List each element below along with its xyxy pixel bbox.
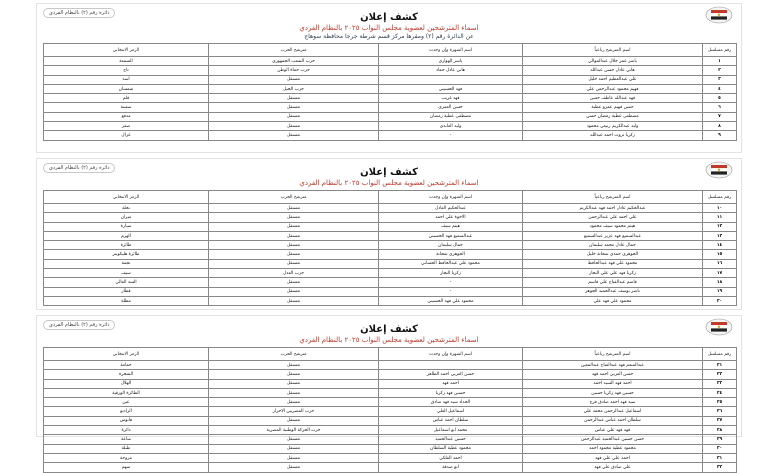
notice-sheet-1	[36, 3, 742, 153]
column-header: اسم المترشح رباعياً	[523, 191, 703, 204]
serial-number-cell: ٦	[703, 103, 737, 112]
candidate-name-cell: عبدالمنعم فهد عبدالفتاح عبدالمعين	[523, 361, 703, 370]
candidate-name-cell: ياسر عمر جلال عبدالموالي	[523, 57, 703, 66]
symbol-cell: سيارة	[44, 222, 209, 231]
notice-sheet-3	[36, 315, 742, 470]
party-cell: حزب الحركة الوطنية المصرية	[209, 426, 379, 435]
nickname-cell: هاني عادل حماد	[379, 66, 523, 75]
candidate-name-cell: فهد فهد علي عباس	[523, 426, 703, 435]
table-row	[44, 435, 737, 444]
party-cell: مستقل	[209, 361, 379, 370]
serial-number-cell: ٢٧	[703, 416, 737, 425]
column-header: الرمز الانتخابي	[44, 348, 209, 361]
notice-subtitle: اسماء المترشحين لعضوية مجلس النواب ٢٠٢٥ بالنظام الفردي	[299, 179, 479, 187]
serial-number-cell: ٢٤	[703, 388, 737, 397]
serial-number-cell: ٢٨	[703, 426, 737, 435]
district-stamp: دائرة رقم (٢) بالنظام الفردي	[43, 8, 115, 18]
nickname-cell: مصطفى عطية رمضان	[379, 112, 523, 121]
symbol-cell: مظلة	[44, 296, 209, 305]
serial-number-cell: ٣١	[703, 453, 737, 462]
nickname-cell	[379, 361, 523, 370]
symbol-cell: سيف	[44, 269, 209, 278]
sheet-header-row	[37, 4, 741, 18]
nickname-cell: حسن العمري	[379, 103, 523, 112]
table-row	[44, 398, 737, 407]
candidates-table	[43, 43, 737, 141]
district-stamp: دائرة رقم (٢) بالنظام الفردي	[43, 163, 115, 173]
table-row	[44, 463, 737, 472]
symbol-cell: ميزان	[44, 213, 209, 222]
candidate-name-cell: عبدالحكيم عادل احمد فهد عبدالكريم	[523, 204, 703, 213]
candidate-name-cell: محمود عطية محمود احمد	[523, 444, 703, 453]
party-cell: مستقل	[209, 122, 379, 131]
table-body	[44, 361, 737, 473]
table-row	[44, 269, 737, 278]
nickname-cell: -	[379, 131, 523, 140]
symbol-cell: طائرة هليكوبتر	[44, 250, 209, 259]
serial-number-cell: ٢٥	[703, 398, 737, 407]
party-cell: حزب الجيل	[209, 84, 379, 93]
candidate-name-cell: سلطان احمد عباس عبدالرحمن	[523, 416, 703, 425]
column-header: الرمز الانتخابي	[44, 44, 209, 57]
candidate-name-cell: محمود علي فهد علي	[523, 296, 703, 305]
symbol-cell: اسد	[44, 75, 209, 84]
table-row	[44, 388, 737, 397]
nickname-cell	[379, 75, 523, 84]
table-body	[44, 204, 737, 306]
serial-number-cell: ١٤	[703, 241, 737, 250]
symbol-cell: دائرة	[44, 426, 209, 435]
table-header-row	[44, 44, 737, 57]
serial-number-cell: ١٣	[703, 231, 737, 240]
nickname-cell: عبدالحكيم العادل	[379, 204, 523, 213]
candidate-name-cell: وليد عبدالكريم ربيعي محمود	[523, 122, 703, 131]
symbol-cell: حمامة	[44, 361, 209, 370]
nickname-cell: -	[379, 287, 523, 296]
candidate-name-cell: حسن حسين عبدالحميد عبدالرحمن	[523, 435, 703, 444]
party-cell: مستقل	[209, 370, 379, 379]
candidate-name-cell: الجوهري حمدي شحاتة خليل	[523, 250, 703, 259]
party-cell: مستقل	[209, 444, 379, 453]
notice-district-line: عن الدائرة رقم (٢) ومقرها مركز قسم شرطة جرجا محافظة سوهاج	[304, 33, 474, 40]
table-row	[44, 361, 737, 370]
nickname-cell: محمود علي فهد الحسيني	[379, 296, 523, 305]
party-cell: مستقل	[209, 112, 379, 121]
table-row	[44, 407, 737, 416]
symbol-cell: الشمعة	[44, 57, 209, 66]
serial-number-cell: ١٠	[703, 204, 737, 213]
party-cell: مستقل	[209, 75, 379, 84]
party-cell: مستقل	[209, 94, 379, 103]
column-header: رقم مسلسل	[703, 44, 737, 57]
serial-number-cell: ١١	[703, 213, 737, 222]
serial-number-cell: ١٢	[703, 222, 737, 231]
table-header-row	[44, 191, 737, 204]
column-header: رقم مسلسل	[703, 348, 737, 361]
column-header: اسم المترشح رباعياً	[523, 44, 703, 57]
symbol-cell: الهلال	[44, 379, 209, 388]
serial-number-cell: ١٦	[703, 259, 737, 268]
party-cell: مستقل	[209, 296, 379, 305]
serial-number-cell: ٢٢	[703, 370, 737, 379]
serial-number-cell: ١٥	[703, 250, 737, 259]
party-cell: مستقل	[209, 435, 379, 444]
candidate-name-cell: احمد علي علي فهد	[523, 453, 703, 462]
serial-number-cell: ٧	[703, 112, 737, 121]
sheet-header-row	[37, 316, 741, 330]
serial-number-cell: ٤	[703, 84, 737, 93]
nickname-cell: محمود عطية السلطان	[379, 444, 523, 453]
column-header: الرمز الانتخابي	[44, 191, 209, 204]
table-row	[44, 287, 737, 296]
column-header: اسم الشهرة وإن وجدت	[379, 191, 523, 204]
table-row	[44, 94, 737, 103]
egypt-flag-emblem-icon	[705, 161, 733, 179]
candidate-name-cell: هيثم محمود سيف محمود	[523, 222, 703, 231]
district-stamp: دائرة رقم (٢) بالنظام الفردي	[43, 320, 115, 330]
nickname-cell: حسين فهد زكريا	[379, 388, 523, 397]
party-cell: مستقل	[209, 241, 379, 250]
serial-number-cell: ٢٩	[703, 435, 737, 444]
table-row	[44, 259, 737, 268]
table-row	[44, 444, 737, 453]
candidates-table	[43, 347, 737, 473]
symbol-cell: عين	[44, 398, 209, 407]
nickname-cell: ابو صدقة	[379, 463, 523, 472]
table-row	[44, 75, 737, 84]
table-row	[44, 416, 737, 425]
symbol-cell: قطار	[44, 287, 209, 296]
symbol-cell: غزال	[44, 131, 209, 140]
table-body	[44, 57, 737, 141]
candidate-name-cell: زكريا فهد علي علي النجار	[523, 269, 703, 278]
nickname-cell: الجوهري شحاتة	[379, 250, 523, 259]
nickname-cell: محمود علي عبدالحافظ الحساني	[379, 259, 523, 268]
serial-number-cell: ١٨	[703, 278, 737, 287]
symbol-cell: مروحة	[44, 453, 209, 462]
egypt-flag-emblem-icon	[705, 318, 733, 336]
nickname-cell: هيثم سيف	[379, 222, 523, 231]
egypt-flag-emblem-icon	[705, 6, 733, 24]
table-row	[44, 370, 737, 379]
table-row	[44, 241, 737, 250]
symbol-cell: فانوس	[44, 416, 209, 425]
serial-number-cell: ٣	[703, 75, 737, 84]
symbol-cell: طائرة	[44, 241, 209, 250]
candidate-name-cell: حسين فهد زكريا حسين	[523, 388, 703, 397]
party-cell: مستقل	[209, 213, 379, 222]
symbol-cell: طبلة	[44, 444, 209, 453]
serial-number-cell: ٢	[703, 66, 737, 75]
nickname-cell: حسين عبدالحميد	[379, 435, 523, 444]
symbol-cell: الهرم	[44, 231, 209, 240]
table-row	[44, 222, 737, 231]
table-row	[44, 278, 737, 287]
candidate-name-cell: محمود علي فهد عبدالحافظ	[523, 259, 703, 268]
nickname-cell: جمال سليمان	[379, 241, 523, 250]
table-row	[44, 57, 737, 66]
column-header: مترشح الحزب	[209, 348, 379, 361]
symbol-cell: نخلة	[44, 204, 209, 213]
serial-number-cell: ٢٣	[703, 379, 737, 388]
column-header: اسم الشهرة وإن وجدت	[379, 44, 523, 57]
serial-number-cell: ٣٠	[703, 444, 737, 453]
column-header: مترشح الحزب	[209, 44, 379, 57]
nickname-cell: زكريا النجار	[379, 269, 523, 278]
nickname-cell: اسماعيل العلي	[379, 407, 523, 416]
table-row	[44, 66, 737, 75]
notice-title: كشف إعلان	[360, 12, 418, 23]
nickname-cell: وليد العابدي	[379, 122, 523, 131]
symbol-cell: شمسان	[44, 84, 209, 93]
serial-number-cell: ٩	[703, 131, 737, 140]
serial-number-cell: ١	[703, 57, 737, 66]
symbol-cell: ساعة	[44, 435, 209, 444]
column-header: اسم المترشح رباعياً	[523, 348, 703, 361]
candidate-name-cell: مصطفى عطية رمضان حسن	[523, 112, 703, 121]
notice-sheet-2	[36, 158, 742, 310]
party-cell: مستقل	[209, 250, 379, 259]
symbol-cell: قلم	[44, 94, 209, 103]
symbol-cell: نجمة	[44, 259, 209, 268]
table-row	[44, 204, 737, 213]
candidate-name-cell: اسماعيل عبدالرحمن محمد علي	[523, 407, 703, 416]
serial-number-cell: ٥	[703, 94, 737, 103]
table-row	[44, 453, 737, 462]
notice-subtitle: اسماء المترشحين لعضوية مجلس النواب ٢٠٢٥ بالنظام الفردي	[299, 24, 479, 32]
table-row	[44, 296, 737, 305]
candidate-name-cell: ناصر يوسف عبدالحميد الجوهر	[523, 287, 703, 296]
symbol-cell: صقر	[44, 122, 209, 131]
party-cell: حزب المصريين الاحرار	[209, 407, 379, 416]
candidate-name-cell: حسن فهيم عمرو عطية	[523, 103, 703, 112]
candidates-table	[43, 190, 737, 306]
symbol-cell: تاج	[44, 66, 209, 75]
symbol-cell: الراديو	[44, 407, 209, 416]
table-row	[44, 103, 737, 112]
party-cell: مستقل	[209, 287, 379, 296]
party-cell: مستقل	[209, 453, 379, 462]
party-cell: مستقل	[209, 259, 379, 268]
serial-number-cell: ١٩	[703, 287, 737, 296]
party-cell: مستقل	[209, 278, 379, 287]
nickname-cell: فهد الحسيني	[379, 84, 523, 93]
nickname-cell: عبدالسميع فهد الحسيني	[379, 231, 523, 240]
nickname-cell: الاخوة علي احمد	[379, 213, 523, 222]
party-cell: مستقل	[209, 204, 379, 213]
table-row	[44, 426, 737, 435]
table-row	[44, 131, 737, 140]
party-cell: مستقل	[209, 416, 379, 425]
party-cell: حزب حماة الوطن	[209, 66, 379, 75]
party-cell: مستقل	[209, 131, 379, 140]
candidate-name-cell: قاسم عبدالفتاح علي قاسم	[523, 278, 703, 287]
table-header-row	[44, 348, 737, 361]
serial-number-cell: ٢١	[703, 361, 737, 370]
candidate-name-cell: جمال عادل محمد سليمان	[523, 241, 703, 250]
candidate-name-cell: فهد عبدالله عاطف حسن	[523, 94, 703, 103]
symbol-cell: سفينة	[44, 103, 209, 112]
party-cell: مستقل	[209, 379, 379, 388]
table-row	[44, 250, 737, 259]
nickname-cell: احمد فهد	[379, 379, 523, 388]
party-cell: مستقل	[209, 463, 379, 472]
table-row	[44, 84, 737, 93]
party-cell: حزب الشعب الجمهوري	[209, 57, 379, 66]
nickname-cell: فهد غريب	[379, 94, 523, 103]
table-row	[44, 379, 737, 388]
nickname-cell: حسن العربي احمد الطاهر	[379, 370, 523, 379]
table-row	[44, 112, 737, 121]
candidate-name-cell: زكريا ثروت احمد عبدالله	[523, 131, 703, 140]
nickname-cell: -	[379, 278, 523, 287]
nickname-cell: ياسر الهواري	[379, 57, 523, 66]
column-header: رقم مسلسل	[703, 191, 737, 204]
candidate-name-cell: علي صادق علي فهد	[523, 463, 703, 472]
table-row	[44, 231, 737, 240]
serial-number-cell: ٨	[703, 122, 737, 131]
candidate-name-cell: عبدالسميع فهد عزيز عبدالسميع	[523, 231, 703, 240]
symbol-cell: الشجرة	[44, 370, 209, 379]
candidate-name-cell: هاني عادل حسن عبدالله	[523, 66, 703, 75]
nickname-cell: الحداد سيد فهد صادق	[379, 398, 523, 407]
candidate-name-cell: احمد فهد السيد احمد	[523, 379, 703, 388]
serial-number-cell: ٣٢	[703, 463, 737, 472]
table-row	[44, 213, 737, 222]
party-cell: مستقل	[209, 398, 379, 407]
candidate-name-cell: فهيم محمود عبدالرحمن علي	[523, 84, 703, 93]
notice-title: كشف إعلان	[360, 324, 418, 335]
serial-number-cell: ٢٦	[703, 407, 737, 416]
symbol-cell: الطائرة الورقية	[44, 388, 209, 397]
column-header: مترشح الحزب	[209, 191, 379, 204]
sheet-header-row	[37, 159, 741, 173]
table-row	[44, 122, 737, 131]
candidate-name-cell: حسن العربي احمد فهد	[523, 370, 703, 379]
candidate-name-cell: علي احمد علي عبدالرحمن	[523, 213, 703, 222]
party-cell: مستقل	[209, 222, 379, 231]
notice-title: كشف إعلان	[360, 167, 418, 178]
nickname-cell: سلطان احمد عباس	[379, 416, 523, 425]
party-cell: مستقل	[209, 388, 379, 397]
candidate-name-cell: علي عبدالعظيم احمد خليل	[523, 75, 703, 84]
party-cell: مستقل	[209, 231, 379, 240]
nickname-cell: محمد ابو اسماعيل	[379, 426, 523, 435]
notice-subtitle: اسماء المترشحين لعضوية مجلس النواب ٢٠٢٥ بالنظام الفردي	[299, 336, 479, 344]
symbol-cell: السد العالي	[44, 278, 209, 287]
candidate-name-cell: سيد فهد احمد صادق فرج	[523, 398, 703, 407]
nickname-cell: احمد الفلكي	[379, 453, 523, 462]
serial-number-cell: ١٧	[703, 269, 737, 278]
serial-number-cell: ٢٠	[703, 296, 737, 305]
symbol-cell: مدفع	[44, 112, 209, 121]
column-header: اسم الشهرة وإن وجدت	[379, 348, 523, 361]
party-cell: مستقل	[209, 103, 379, 112]
symbol-cell: سهم	[44, 463, 209, 472]
party-cell: حزب العدل	[209, 269, 379, 278]
